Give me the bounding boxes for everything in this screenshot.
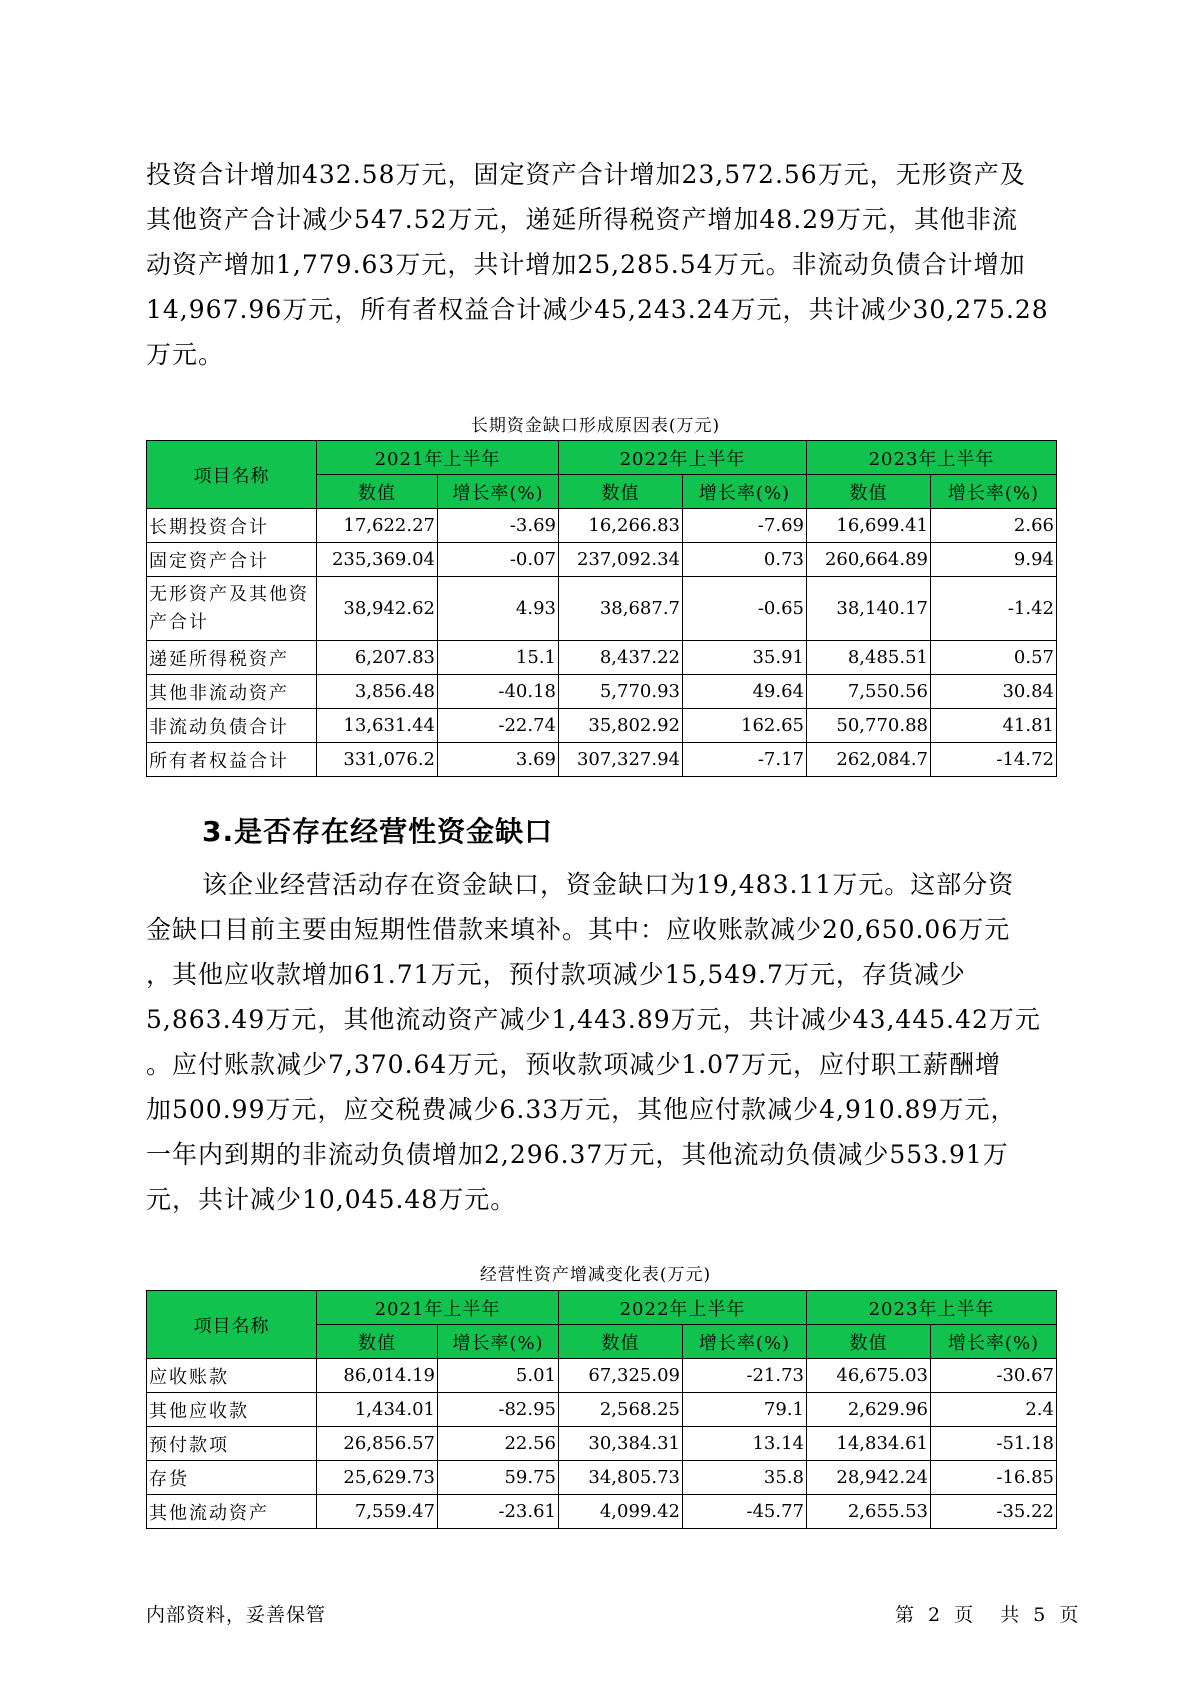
growth-rate-cell: 30.84 (931, 675, 1057, 709)
growth-rate-cell: 2.66 (931, 509, 1057, 543)
value-cell: 2,629.96 (807, 1393, 931, 1427)
growth-rate-cell: 9.94 (931, 543, 1057, 577)
paragraph-line: 一年内到期的非流动负债增加2,296.37万元，其他流动负债减少553.91万 (146, 1140, 1009, 1169)
paragraph-line: 元，共计减少10,045.48万元。 (146, 1185, 517, 1214)
header-growth-rate: 增长率(%) (683, 475, 807, 509)
row-label: 递延所得税资产 (147, 641, 317, 675)
value-cell: 2,568.25 (559, 1393, 683, 1427)
row-label: 其他流动资产 (147, 1495, 317, 1529)
value-cell: 8,485.51 (807, 641, 931, 675)
value-cell: 34,805.73 (559, 1461, 683, 1495)
value-cell: 38,140.17 (807, 577, 931, 641)
value-cell: 13,631.44 (317, 709, 438, 743)
value-cell: 3,856.48 (317, 675, 438, 709)
footer-confidential-note: 内部资料，妥善保管 (146, 1604, 327, 1626)
value-cell: 30,384.31 (559, 1427, 683, 1461)
operating-assets-table (146, 1290, 1057, 1529)
table-caption-operating-assets: 经营性资产增减变化表(万元) (479, 1265, 712, 1285)
growth-rate-cell: 22.56 (438, 1427, 559, 1461)
value-cell: 4,099.42 (559, 1495, 683, 1529)
growth-rate-cell: 79.1 (683, 1393, 807, 1427)
value-cell: 8,437.22 (559, 641, 683, 675)
row-label: 所有者权益合计 (147, 743, 317, 777)
paragraph-line: 投资合计增加432.58万元，固定资产合计增加23,572.56万元，无形资产及 (146, 160, 1026, 189)
paragraph-line: 5,863.49万元，其他流动资产减少1,443.89万元，共计减少43,445.42万元 (146, 1005, 1041, 1034)
growth-rate-cell: 35.8 (683, 1461, 807, 1495)
growth-rate-cell: -35.22 (931, 1495, 1057, 1529)
growth-rate-cell: -0.65 (683, 577, 807, 641)
header-period-2022: 2022年上半年 (559, 1291, 807, 1325)
header-value: 数值 (807, 1325, 931, 1359)
table-row (147, 709, 1057, 743)
value-cell: 28,942.24 (807, 1461, 931, 1495)
growth-rate-cell: 49.64 (683, 675, 807, 709)
value-cell: 6,207.83 (317, 641, 438, 675)
footer-page-number: 第 2 页 共 5 页 (895, 1604, 1080, 1626)
value-cell: 35,802.92 (559, 709, 683, 743)
row-label: 存货 (147, 1461, 317, 1495)
value-cell: 38,687.7 (559, 577, 683, 641)
section-heading: 3.是否存在经营性资金缺口 (202, 815, 554, 848)
header-value: 数值 (559, 1325, 683, 1359)
paragraph-line: 其他资产合计减少547.52万元，递延所得税资产增加48.29万元，其他非流 (146, 205, 1019, 234)
growth-rate-cell: -16.85 (931, 1461, 1057, 1495)
growth-rate-cell: -82.95 (438, 1393, 559, 1427)
paragraph-line: 14,967.96万元，所有者权益合计减少45,243.24万元，共计减少30,275.28 (146, 295, 1049, 324)
value-cell: 16,266.83 (559, 509, 683, 543)
table-row (147, 743, 1057, 777)
growth-rate-cell: -7.17 (683, 743, 807, 777)
header-value: 数值 (559, 475, 683, 509)
header-period-2021: 2021年上半年 (317, 1291, 559, 1325)
table-row (147, 577, 1057, 641)
growth-rate-cell: 13.14 (683, 1427, 807, 1461)
value-cell: 7,559.47 (317, 1495, 438, 1529)
value-cell: 14,834.61 (807, 1427, 931, 1461)
body-paragraph-2 (146, 862, 1056, 1222)
value-cell: 67,325.09 (559, 1359, 683, 1393)
value-cell: 307,327.94 (559, 743, 683, 777)
row-label: 固定资产合计 (147, 543, 317, 577)
value-cell: 260,664.89 (807, 543, 931, 577)
header-item-name: 项目名称 (147, 441, 317, 509)
growth-rate-cell: 4.93 (438, 577, 559, 641)
paragraph-line: 动资产增加1,779.63万元，共计增加25,285.54万元。非流动负债合计增加 (146, 250, 1026, 279)
paragraph-line: 。应付账款减少7,370.64万元，预收款项减少1.07万元，应付职工薪酬增 (146, 1050, 1001, 1079)
table-row (147, 1427, 1057, 1461)
value-cell: 235,369.04 (317, 543, 438, 577)
growth-rate-cell: -3.69 (438, 509, 559, 543)
growth-rate-cell: -7.69 (683, 509, 807, 543)
row-label: 长期投资合计 (147, 509, 317, 543)
header-period-2023: 2023年上半年 (807, 441, 1057, 475)
row-label: 无形资产及其他资产合计 (147, 577, 317, 641)
header-growth-rate: 增长率(%) (683, 1325, 807, 1359)
growth-rate-cell: -40.18 (438, 675, 559, 709)
growth-rate-cell: -23.61 (438, 1495, 559, 1529)
growth-rate-cell: -22.74 (438, 709, 559, 743)
row-label: 其他非流动资产 (147, 675, 317, 709)
growth-rate-cell: -45.77 (683, 1495, 807, 1529)
header-item-name: 项目名称 (147, 1291, 317, 1359)
header-growth-rate: 增长率(%) (931, 475, 1057, 509)
table-row (147, 1495, 1057, 1529)
growth-rate-cell: 59.75 (438, 1461, 559, 1495)
table-row (147, 509, 1057, 543)
value-cell: 7,550.56 (807, 675, 931, 709)
table-row (147, 1461, 1057, 1495)
header-value: 数值 (807, 475, 931, 509)
header-period-2021: 2021年上半年 (317, 441, 559, 475)
table-row (147, 641, 1057, 675)
growth-rate-cell: 0.57 (931, 641, 1057, 675)
growth-rate-cell: -30.67 (931, 1359, 1057, 1393)
header-value: 数值 (317, 1325, 438, 1359)
value-cell: 50,770.88 (807, 709, 931, 743)
header-value: 数值 (317, 475, 438, 509)
header-growth-rate: 增长率(%) (931, 1325, 1057, 1359)
value-cell: 16,699.41 (807, 509, 931, 543)
growth-rate-cell: -0.07 (438, 543, 559, 577)
value-cell: 2,655.53 (807, 1495, 931, 1529)
paragraph-line: ，其他应收款增加61.71万元，预付款项减少15,549.7万元，存货减少 (146, 960, 966, 989)
growth-rate-cell: 5.01 (438, 1359, 559, 1393)
body-paragraph-1 (146, 152, 1056, 377)
growth-rate-cell: 162.65 (683, 709, 807, 743)
growth-rate-cell: -1.42 (931, 577, 1057, 641)
value-cell: 38,942.62 (317, 577, 438, 641)
table-row (147, 675, 1057, 709)
header-period-2022: 2022年上半年 (559, 441, 807, 475)
header-growth-rate: 增长率(%) (438, 1325, 559, 1359)
growth-rate-cell: 15.1 (438, 641, 559, 675)
growth-rate-cell: -51.18 (931, 1427, 1057, 1461)
paragraph-line: 万元。 (146, 340, 225, 369)
value-cell: 5,770.93 (559, 675, 683, 709)
row-label: 预付款项 (147, 1427, 317, 1461)
row-label: 非流动负债合计 (147, 709, 317, 743)
growth-rate-cell: -21.73 (683, 1359, 807, 1393)
row-label: 其他应收款 (147, 1393, 317, 1427)
growth-rate-cell: 2.4 (931, 1393, 1057, 1427)
value-cell: 1,434.01 (317, 1393, 438, 1427)
row-label: 应收账款 (147, 1359, 317, 1393)
value-cell: 26,856.57 (317, 1427, 438, 1461)
table-row (147, 1359, 1057, 1393)
growth-rate-cell: -14.72 (931, 743, 1057, 777)
table-caption-long-term-gap: 长期资金缺口形成原因表(万元) (470, 416, 721, 436)
value-cell: 262,084.7 (807, 743, 931, 777)
growth-rate-cell: 35.91 (683, 641, 807, 675)
value-cell: 86,014.19 (317, 1359, 438, 1393)
table-row (147, 1393, 1057, 1427)
paragraph-line: 金缺口目前主要由短期性借款来填补。其中：应收账款减少20,650.06万元 (146, 915, 1011, 944)
value-cell: 237,092.34 (559, 543, 683, 577)
paragraph-line: 加500.99万元，应交税费减少6.33万元，其他应付款减少4,910.89万元， (146, 1095, 1017, 1124)
growth-rate-cell: 0.73 (683, 543, 807, 577)
value-cell: 25,629.73 (317, 1461, 438, 1495)
growth-rate-cell: 41.81 (931, 709, 1057, 743)
value-cell: 331,076.2 (317, 743, 438, 777)
table-row (147, 543, 1057, 577)
value-cell: 46,675.03 (807, 1359, 931, 1393)
growth-rate-cell: 3.69 (438, 743, 559, 777)
header-growth-rate: 增长率(%) (438, 475, 559, 509)
header-period-2023: 2023年上半年 (807, 1291, 1057, 1325)
paragraph-line: 该企业经营活动存在资金缺口，资金缺口为19,483.11万元。这部分资 (202, 870, 1015, 899)
value-cell: 17,622.27 (317, 509, 438, 543)
long-term-gap-table (146, 440, 1057, 777)
